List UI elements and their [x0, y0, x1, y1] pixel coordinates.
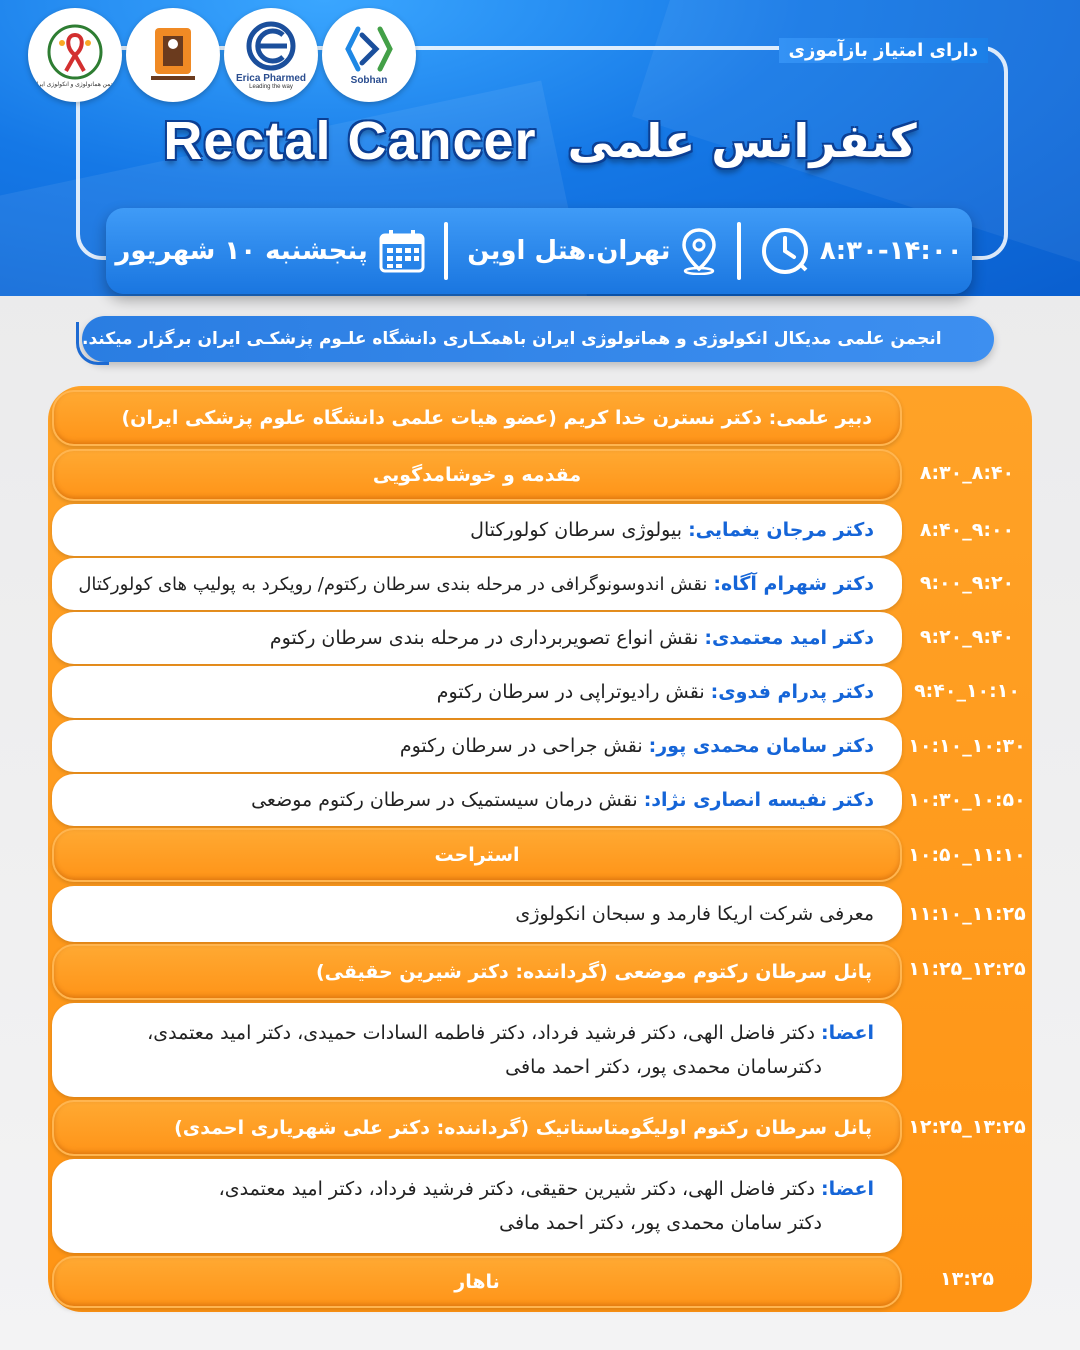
secretary-text: دبیر علمی: دکتر نسترن خدا کریم (عضو هیات علمی دانشگاه علوم پزشکی ایران) — [121, 407, 872, 429]
schedule-row — [52, 612, 902, 664]
schedule-row — [52, 774, 902, 826]
clock-icon — [760, 226, 810, 276]
session-time: ۱۱:۱۰_۱۱:۲۵ — [908, 903, 1026, 925]
info-divider — [737, 222, 741, 280]
ribbon-icon — [46, 23, 104, 81]
session-topic: بیولوژی سرطان کولورکتال — [470, 519, 683, 541]
time-range-text: ۸:۳۰-۱۴:۰۰ — [819, 236, 963, 266]
session-topic: پانل سرطان رکتوم اولیگومتاستاتیک (گرداننده: دکتر علی شهریاری احمدی) — [174, 1117, 872, 1139]
session-speaker: دکتر شهرام آگاه: — [713, 573, 874, 595]
panel-members-line — [147, 1022, 874, 1044]
session-topic: استراحت — [434, 844, 520, 866]
iran-university-logo — [126, 8, 220, 102]
session-topic: مقدمه و خوشامدگویی — [372, 464, 582, 486]
session-speaker: دکتر پدرام فدوی: — [710, 681, 874, 703]
session-topic: نقش انواع تصویربرداری در مرحله بندی سرطان رکتوم — [269, 627, 699, 649]
erica-pharmed-logo — [224, 8, 318, 102]
schedule-row — [52, 666, 902, 718]
sponsor-logos — [28, 8, 416, 102]
session-time: ۹:۴۰_۱۰:۱۰ — [914, 680, 1020, 702]
sobhan-mark-icon — [342, 25, 396, 73]
session-time: ۱۲:۲۵_۱۳:۲۵ — [908, 1116, 1026, 1138]
session-time: ۹:۰۰_۹:۲۰ — [919, 572, 1015, 594]
session-topic: ناهار — [454, 1271, 500, 1293]
members-text: دکترسامان محمدی پور، دکتر احمد مافی — [505, 1056, 822, 1078]
session-speaker: دکتر مرجان یغمایی: — [688, 519, 874, 541]
schedule-row — [52, 828, 902, 882]
panel-members-line — [499, 1212, 874, 1234]
schedule-row — [52, 504, 902, 556]
panel-header-row — [52, 944, 902, 1000]
cme-credit-badge: دارای امتیاز بازآموزی — [779, 38, 988, 63]
logo-tagline: Leading the way — [249, 83, 293, 90]
panel-members-line — [505, 1056, 874, 1078]
session-topic: نقش اندوسونوگرافی در مرحله بندی سرطان رکتوم/ رویکرد به پولیپ های کولورکتال — [78, 573, 708, 595]
session-time: ۱۰:۱۰_۱۰:۳۰ — [908, 735, 1026, 757]
location-text: تهران.هتل اوین — [467, 236, 671, 266]
event-location — [467, 227, 718, 275]
members-text: دکتر فاضل الهی، دکتر فرشید فرداد، دکتر فاطمه السادات حمیدی، دکتر امید معتمدی، — [147, 1022, 815, 1044]
title-persian: کنفرانس علمی — [567, 114, 917, 168]
scientific-secretary-row — [52, 390, 902, 446]
session-time: ۱۰:۵۰_۱۱:۱۰ — [908, 844, 1026, 866]
conference-title — [0, 110, 1080, 172]
panel-members-line — [219, 1178, 874, 1200]
session-topic: نقش درمان سیستمیک در سرطان رکتوم موضعی — [251, 789, 638, 811]
schedule-row — [52, 886, 902, 942]
logo-name: Sobhan — [350, 74, 388, 86]
members-label: اعضا: — [821, 1022, 874, 1044]
session-speaker: دکتر نفیسه انصاری نژاد: — [643, 789, 874, 811]
date-text: پنجشنبه ۱۰ شهریور — [115, 236, 368, 266]
session-topic: نقش رادیوتراپی در سرطان رکتوم — [436, 681, 705, 703]
calendar-icon — [378, 228, 426, 274]
members-label: اعضا: — [821, 1178, 874, 1200]
session-time: ۱۳:۲۵ — [940, 1268, 994, 1290]
session-time: ۸:۳۰_۸:۴۰ — [919, 462, 1015, 484]
sobhan-oncology-logo — [322, 8, 416, 102]
organizer-banner: انجمن علمی مدیکال انکولوژی و هماتولوژی ایران باهمکـاری دانشگاه علـوم پزشکـی ایران برگزار میکند. — [82, 316, 994, 362]
info-divider — [444, 222, 448, 280]
session-speaker: دکتر امید معتمدی: — [704, 627, 874, 649]
session-time: ۱۱:۲۵_۱۲:۲۵ — [908, 958, 1026, 980]
erica-e-icon — [243, 21, 299, 71]
schedule-row — [52, 1256, 902, 1308]
panel-header-row — [52, 1100, 902, 1156]
event-date — [115, 228, 425, 274]
session-time: ۸:۴۰_۹:۰۰ — [919, 519, 1015, 541]
members-text: دکتر فاضل الهی، دکتر شیرین حقیقی، دکتر فرشید فرداد، دکتر امید معتمدی، — [218, 1178, 815, 1200]
session-speaker: دکتر سامان محمدی پور: — [648, 735, 874, 757]
session-topic: پانل سرطان رکتوم موضعی (گرداننده: دکتر شیرین حقیقی) — [315, 961, 872, 983]
schedule-row — [52, 720, 902, 772]
schedule-row — [52, 449, 902, 501]
panel-members-row — [52, 1159, 902, 1253]
logo-name: Erica Pharmed — [235, 72, 307, 84]
event-info-bar — [106, 208, 972, 294]
session-time: ۱۰:۳۰_۱۰:۵۰ — [908, 789, 1026, 811]
members-text: دکتر سامان محمدی پور، دکتر احمد مافی — [499, 1212, 822, 1234]
session-time: ۹:۲۰_۹:۴۰ — [919, 626, 1015, 648]
location-pin-icon — [680, 227, 718, 275]
panel-members-row — [52, 1003, 902, 1097]
event-time — [760, 226, 963, 276]
session-topic: نقش جراحی در سرطان رکتوم — [399, 735, 643, 757]
session-topic: معرفی شرکت اریکا فارمد و سبحان انکولوژی — [515, 903, 874, 925]
schedule-row — [52, 558, 902, 610]
iran-oncology-society-logo — [28, 8, 122, 102]
university-emblem-icon — [145, 22, 201, 88]
logo-caption: انجمن هماتولوژی و انکولوژی ایران — [32, 81, 118, 88]
title-english: Rectal Cancer — [163, 111, 537, 171]
